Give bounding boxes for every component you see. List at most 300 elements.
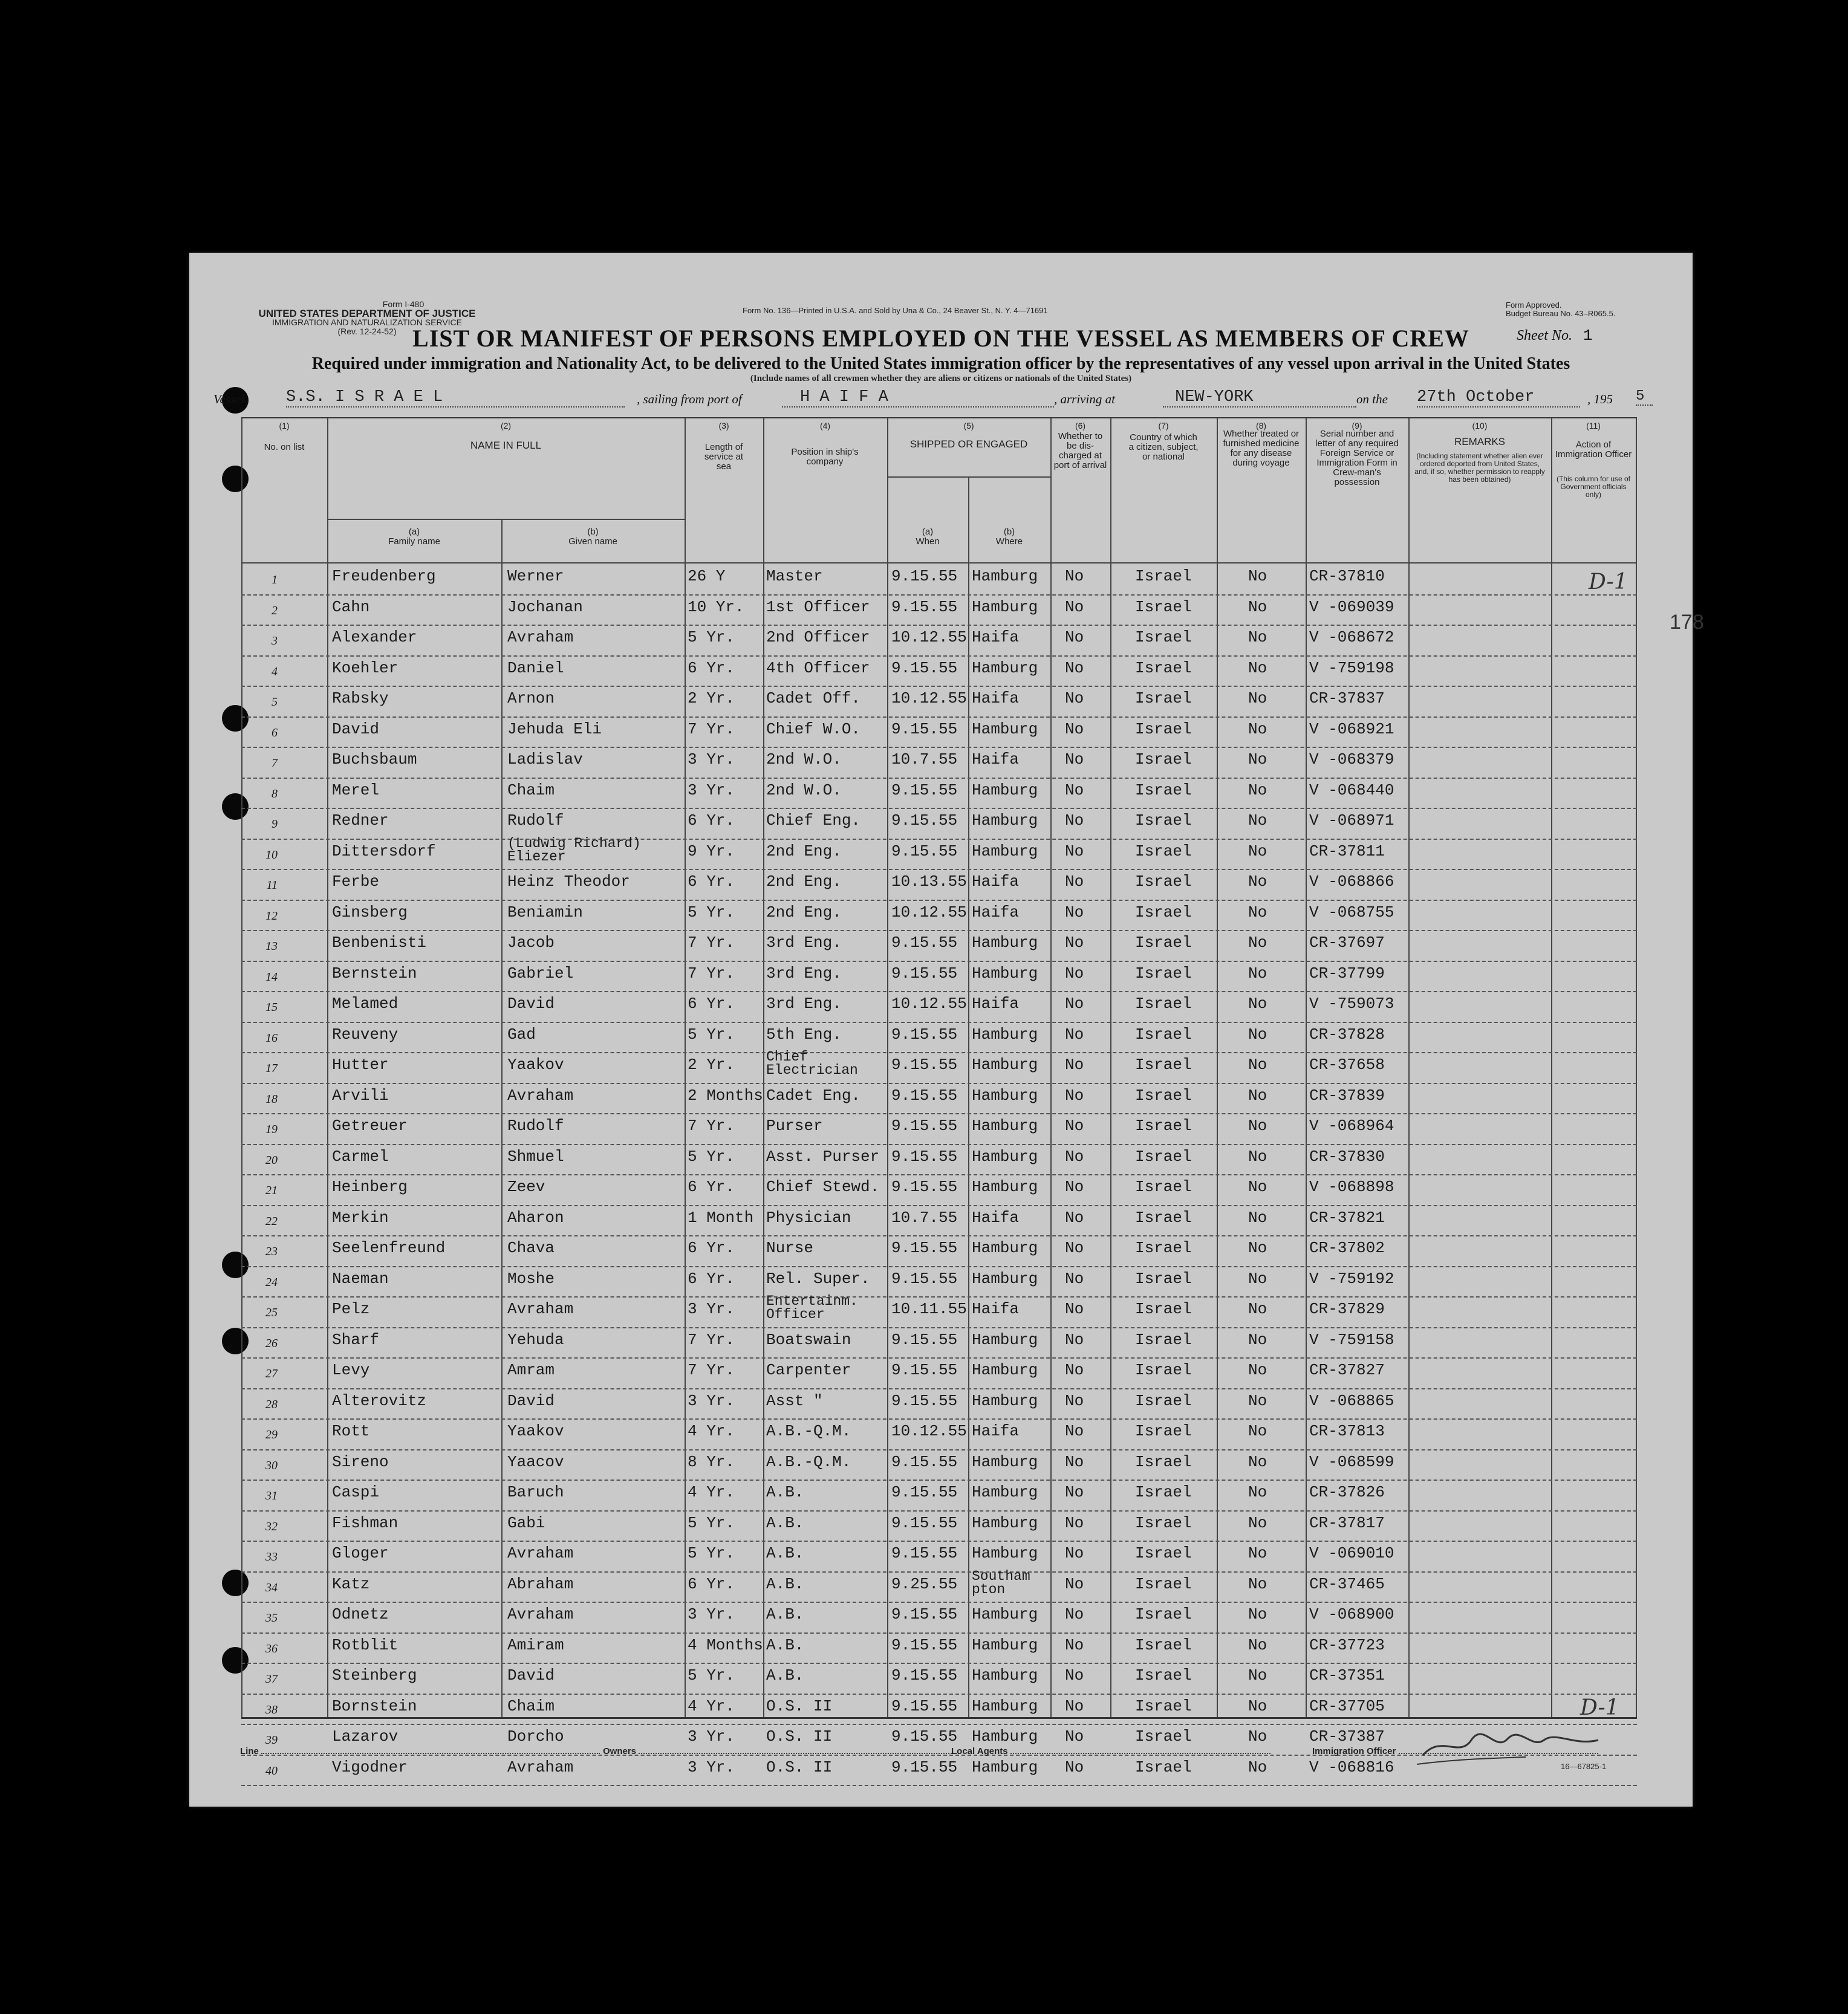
treated: No (1248, 1208, 1267, 1227)
crew-row (241, 808, 1637, 840)
country: Israel (1135, 964, 1192, 983)
shipped-when: 9.15.55 (891, 1330, 958, 1349)
given-name: Shmuel (507, 1147, 564, 1166)
serial-number: V -759198 (1309, 658, 1394, 677)
length-of-service: 4 Months (688, 1636, 763, 1654)
serial-number: CR-37827 (1309, 1361, 1385, 1379)
discharged: No (1065, 934, 1084, 952)
discharged: No (1065, 1208, 1084, 1227)
row-number: 39 (265, 1733, 278, 1747)
shipped-where: Hamburg (972, 781, 1038, 799)
col-2b-header: (b) Given name (568, 527, 617, 547)
discharged: No (1065, 1422, 1084, 1440)
shipped-where: Hamburg (972, 1117, 1038, 1135)
country: Israel (1135, 1178, 1192, 1196)
col-11-note: (This column for use of Government officials only) (1556, 475, 1631, 499)
row-number: 13 (265, 940, 278, 953)
shipped-when: 9.15.55 (891, 1605, 958, 1623)
position: A.B. (766, 1513, 804, 1532)
shipped-where: Hamburg (972, 1178, 1038, 1196)
length-of-service: 5 Yr. (688, 903, 735, 921)
owners-label: Owners (603, 1746, 637, 1756)
treated: No (1248, 1330, 1267, 1349)
treated: No (1248, 811, 1267, 830)
shipped-when: 9.15.55 (891, 1361, 958, 1379)
given-name: Zeev (507, 1178, 545, 1196)
shipped-when: 10.13.55 (891, 872, 967, 891)
row-number: 19 (265, 1123, 278, 1136)
position: Physician (766, 1208, 851, 1227)
row-number: 6 (272, 726, 278, 739)
given-name: Ladislav (507, 750, 583, 768)
discharged: No (1065, 1727, 1084, 1746)
shipped-when: 9.15.55 (891, 1117, 958, 1135)
family-name: Benbenisti (332, 934, 427, 952)
family-name: Alexander (332, 628, 417, 646)
given-name: Aharon (507, 1208, 564, 1227)
family-name: Odnetz (332, 1605, 389, 1623)
service: IMMIGRATION AND NATURALIZATION SERVICE (272, 317, 462, 327)
length-of-service: 3 Yr. (688, 1605, 735, 1623)
crew-row (241, 1571, 1637, 1603)
row-number: 28 (265, 1397, 278, 1411)
treated: No (1248, 1697, 1267, 1715)
sailing-port: H A I F A (782, 388, 1054, 408)
position: Carpenter (766, 1361, 851, 1379)
given-name: Gabriel (507, 964, 574, 983)
shipped-where: Hamburg (972, 1727, 1038, 1746)
given-name: David (507, 995, 555, 1013)
country: Israel (1135, 597, 1192, 616)
row-number: 17 (265, 1062, 278, 1075)
country: Israel (1135, 1544, 1192, 1562)
position: A.B. (766, 1636, 804, 1654)
serial-number: V -069010 (1309, 1544, 1394, 1562)
discharged: No (1065, 903, 1084, 921)
sheet-label: Sheet No. (1517, 328, 1572, 343)
discharged: No (1065, 1513, 1084, 1532)
row-number: 36 (265, 1642, 278, 1655)
serial-number: V -068599 (1309, 1452, 1394, 1471)
given-name: Avraham (507, 1605, 574, 1623)
country: Israel (1135, 628, 1192, 646)
discharged: No (1065, 750, 1084, 768)
serial-number: CR-37826 (1309, 1483, 1385, 1501)
serial-number: V -068898 (1309, 1178, 1394, 1196)
discharged: No (1065, 1178, 1084, 1196)
shipped-when: 9.15.55 (891, 720, 958, 738)
length-of-service: 9 Yr. (688, 842, 735, 860)
position: A.B. (766, 1483, 804, 1501)
serial-number: CR-37387 (1309, 1727, 1385, 1746)
discharged: No (1065, 1330, 1084, 1349)
row-number: 7 (272, 756, 278, 770)
on-label: on the (1356, 392, 1388, 406)
crew-row (241, 1357, 1637, 1389)
shipped-where: Hamburg (972, 1086, 1038, 1105)
row-number: 23 (265, 1245, 278, 1258)
given-name: Avraham (507, 1544, 574, 1562)
crew-row (241, 1022, 1637, 1054)
col-3-header: Length of service at sea (704, 442, 744, 472)
shipped-when: 9.15.55 (891, 567, 958, 585)
serial-number: CR-37658 (1309, 1056, 1385, 1074)
position: Cadet Off. (766, 689, 861, 707)
shipped-when: 9.15.55 (891, 1147, 958, 1166)
given-name: Jacob (507, 934, 555, 952)
shipped-where: Hamburg (972, 567, 1038, 585)
shipped-where: Hamburg (972, 964, 1038, 983)
length-of-service: 4 Yr. (688, 1483, 735, 1501)
family-name: Ferbe (332, 872, 380, 891)
shipped-where: Hamburg (972, 597, 1038, 616)
family-name: Reuveny (332, 1025, 399, 1044)
treated: No (1248, 1178, 1267, 1196)
shipped-when: 9.15.55 (891, 1636, 958, 1654)
department: UNITED STATES DEPARTMENT OF JUSTICE (258, 308, 476, 319)
col-6-header: Whether to be dis-charged at port of arrival (1053, 431, 1107, 470)
row-number: 21 (265, 1184, 278, 1197)
family-name: Carmel (332, 1147, 389, 1166)
vessel-name: S.S. I S R A E L (286, 388, 625, 408)
treated: No (1248, 567, 1267, 585)
printer-line: Form No. 136—Printed in U.S.A. and Sold by Una & Co., 24 Beaver St., N. Y. 4—71691 (743, 306, 1048, 315)
crew-row (241, 686, 1637, 718)
treated: No (1248, 1269, 1267, 1288)
treated: No (1248, 1574, 1267, 1593)
position: 3rd Eng. (766, 995, 842, 1013)
family-name: Levy (332, 1361, 370, 1379)
crew-row (241, 1510, 1637, 1542)
position: Rel. Super. (766, 1269, 870, 1288)
country: Israel (1135, 934, 1192, 952)
crew-row (241, 1449, 1637, 1481)
length-of-service: 6 Yr. (688, 1574, 735, 1593)
treated: No (1248, 781, 1267, 799)
treated: No (1248, 1544, 1267, 1562)
given-name: Werner (507, 567, 564, 585)
family-name: Arvili (332, 1086, 389, 1105)
shipped-when: 9.15.55 (891, 1178, 958, 1196)
discharged: No (1065, 1269, 1084, 1288)
given-name: Abraham (507, 1574, 574, 1593)
arriving-port: NEW-YORK (1163, 388, 1356, 408)
treated: No (1248, 872, 1267, 891)
page-title: LIST OR MANIFEST OF PERSONS EMPLOYED ON THE VESSEL AS MEMBERS OF CREW (412, 325, 1469, 352)
treated: No (1248, 628, 1267, 646)
position: Chief Eng. (766, 811, 861, 830)
row-number: 20 (265, 1153, 278, 1167)
length-of-service: 6 Yr. (688, 1178, 735, 1196)
treated: No (1248, 1483, 1267, 1501)
discharged: No (1065, 842, 1084, 860)
length-of-service: 1 Month (688, 1208, 754, 1227)
serial-number: CR-37821 (1309, 1208, 1385, 1227)
position: O.S. II (766, 1758, 833, 1776)
row-number: 31 (265, 1489, 278, 1502)
row-number: 16 (265, 1031, 278, 1045)
treated: No (1248, 842, 1267, 860)
country: Israel (1135, 1513, 1192, 1532)
discharged: No (1065, 1697, 1084, 1715)
country: Israel (1135, 1025, 1192, 1044)
action-note-top: D-1 (1589, 570, 1628, 594)
crew-row (241, 869, 1637, 901)
shipped-where: Hamburg (972, 1025, 1038, 1044)
row-number: 15 (265, 1001, 278, 1014)
row-number: 27 (265, 1367, 278, 1380)
treated: No (1248, 1513, 1267, 1532)
country: Israel (1135, 1666, 1192, 1684)
col-11-header: Action of Immigration Officer (1555, 440, 1632, 460)
serial-number: CR-37830 (1309, 1147, 1385, 1166)
row-number: 5 (272, 695, 278, 709)
shipped-where: Hamburg (972, 720, 1038, 738)
arrival-date: 27th October (1417, 388, 1580, 408)
serial-number: CR-37839 (1309, 1086, 1385, 1105)
given-name: Yaacov (507, 1452, 564, 1471)
shipped-when: 9.15.55 (891, 1666, 958, 1684)
serial-number: CR-37799 (1309, 964, 1385, 983)
given-name: Beniamin (507, 903, 583, 921)
length-of-service: 7 Yr. (688, 1117, 735, 1135)
page-number: 178 (1670, 611, 1704, 634)
position: A.B. (766, 1605, 804, 1623)
treated: No (1248, 1239, 1267, 1257)
crew-row (241, 1541, 1637, 1573)
length-of-service: 2 Months (688, 1086, 763, 1105)
row-number: 8 (272, 787, 278, 801)
shipped-when: 9.15.55 (891, 1758, 958, 1776)
col-2-header: NAME IN FULL (470, 440, 542, 451)
length-of-service: 26 Y (688, 567, 726, 585)
shipped-when: 9.15.55 (891, 934, 958, 952)
given-name: Rudolf (507, 811, 564, 830)
discharged: No (1065, 720, 1084, 738)
country: Israel (1135, 842, 1192, 860)
family-name: Hutter (332, 1056, 389, 1074)
row-number: 25 (265, 1306, 278, 1319)
shipped-when: 9.15.55 (891, 842, 958, 860)
treated: No (1248, 597, 1267, 616)
position: 2nd Eng. (766, 872, 842, 891)
shipped-where: Haifa (972, 872, 1020, 891)
serial-number: CR-37811 (1309, 842, 1385, 860)
position: 1st Officer (766, 597, 870, 616)
vessel-label: Vessel (213, 392, 245, 406)
treated: No (1248, 1727, 1267, 1746)
country: Israel (1135, 1361, 1192, 1379)
shipped-where: Hamburg (972, 1056, 1038, 1074)
discharged: No (1065, 964, 1084, 983)
length-of-service: 5 Yr. (688, 1666, 735, 1684)
treated: No (1248, 934, 1267, 952)
family-name: Rotblit (332, 1636, 399, 1654)
treated: No (1248, 1025, 1267, 1044)
year-digit: 5 (1636, 388, 1653, 406)
manifest-sheet (189, 253, 1704, 1807)
length-of-service: 6 Yr. (688, 811, 735, 830)
length-of-service: 6 Yr. (688, 658, 735, 677)
position: Entertainm. Officer (766, 1294, 858, 1321)
family-name: Gloger (332, 1544, 389, 1562)
discharged: No (1065, 1544, 1084, 1562)
shipped-when: 10.12.55 (891, 903, 967, 921)
col-6-number: (6) (1075, 421, 1086, 430)
serial-number: CR-37828 (1309, 1025, 1385, 1044)
length-of-service: 3 Yr. (688, 781, 735, 799)
shipped-when: 9.15.55 (891, 1483, 958, 1501)
shipped-where: Hamburg (972, 1361, 1038, 1379)
officer-label: Immigration Officer (1312, 1746, 1396, 1756)
given-name: Amram (507, 1361, 555, 1379)
given-name: Avraham (507, 628, 574, 646)
country: Israel (1135, 811, 1192, 830)
length-of-service: 3 Yr. (688, 1727, 735, 1746)
shipped-where: Haifa (972, 903, 1020, 921)
length-of-service: 8 Yr. (688, 1452, 735, 1471)
col-10-note: (Including statement whether alien ever ordered deported from United States, and, if so, whether permission to reapply has been obtained) (1414, 452, 1545, 484)
length-of-service: 5 Yr. (688, 1147, 735, 1166)
position: Chief Stewd. (766, 1178, 880, 1196)
crew-row (241, 836, 1637, 871)
row-number: 33 (265, 1550, 278, 1564)
col-9-number: (9) (1352, 421, 1362, 430)
treated: No (1248, 1452, 1267, 1471)
discharged: No (1065, 1758, 1084, 1776)
position: 5th Eng. (766, 1025, 842, 1044)
form-number: 16—67825-1 (1561, 1762, 1607, 1771)
row-number: 26 (265, 1336, 278, 1350)
family-name: Getreuer (332, 1117, 408, 1135)
given-name: Jochanan (507, 597, 583, 616)
position: 3rd Eng. (766, 964, 842, 983)
position: Chief Electrician (766, 1050, 858, 1077)
shipped-where: Southam pton (972, 1569, 1030, 1596)
position: 4th Officer (766, 658, 870, 677)
crew-row (241, 1694, 1637, 1726)
country: Israel (1135, 1239, 1192, 1257)
shipped-when: 9.15.55 (891, 1086, 958, 1105)
shipped-when: 9.15.55 (891, 1697, 958, 1715)
shipped-when: 9.15.55 (891, 1056, 958, 1074)
shipped-where: Haifa (972, 628, 1020, 646)
col-11-number: (11) (1586, 421, 1601, 430)
country: Israel (1135, 1330, 1192, 1349)
country: Israel (1135, 1056, 1192, 1074)
position: Chief W.O. (766, 720, 861, 738)
family-name: Heinberg (332, 1178, 408, 1196)
serial-number: V -068755 (1309, 903, 1394, 921)
agents-label: Local Agents (951, 1746, 1008, 1756)
form-approval (1506, 301, 1615, 318)
position: 3rd Eng. (766, 934, 842, 952)
row-number: 34 (265, 1580, 278, 1594)
discharged: No (1065, 811, 1084, 830)
given-name: Avraham (507, 1086, 574, 1105)
discharged: No (1065, 1391, 1084, 1410)
length-of-service: 4 Yr. (688, 1422, 735, 1440)
shipped-where: Hamburg (972, 1391, 1038, 1410)
discharged: No (1065, 1605, 1084, 1623)
country: Israel (1135, 903, 1192, 921)
shipped-when: 9.15.55 (891, 1239, 958, 1257)
voyage-line (213, 385, 1701, 414)
treated: No (1248, 689, 1267, 707)
given-name: Chava (507, 1239, 555, 1257)
family-name: Fishman (332, 1513, 399, 1532)
action-note-bottom: D-1 (1580, 1695, 1619, 1720)
crew-row (241, 1174, 1637, 1206)
length-of-service: 7 Yr. (688, 934, 735, 952)
family-name: Lazarov (332, 1727, 399, 1746)
treated: No (1248, 964, 1267, 983)
shipped-where: Hamburg (972, 658, 1038, 677)
row-number: 12 (265, 909, 278, 923)
shipped-when: 10.7.55 (891, 750, 958, 768)
length-of-service: 6 Yr. (688, 995, 735, 1013)
discharged: No (1065, 872, 1084, 891)
discharged: No (1065, 1025, 1084, 1044)
row-number: 22 (265, 1214, 278, 1228)
family-name: Sireno (332, 1452, 389, 1471)
length-of-service: 3 Yr. (688, 1300, 735, 1318)
family-name: Vigodner (332, 1758, 408, 1776)
crew-row (241, 1602, 1637, 1634)
length-of-service: 7 Yr. (688, 1330, 735, 1349)
position: Asst " (766, 1391, 823, 1410)
crew-row (241, 991, 1637, 1023)
given-name: David (507, 1391, 555, 1410)
country: Israel (1135, 750, 1192, 768)
discharged: No (1065, 689, 1084, 707)
line-label: Line (240, 1746, 259, 1756)
shipped-where: Haifa (972, 689, 1020, 707)
footer-agents (951, 1746, 1270, 1756)
serial-number: V -068866 (1309, 872, 1394, 891)
serial-number: CR-37723 (1309, 1636, 1385, 1654)
col-4-number: (4) (819, 421, 831, 430)
country: Israel (1135, 1697, 1192, 1715)
shipped-where: Haifa (972, 1300, 1020, 1318)
discharged: No (1065, 1574, 1084, 1593)
shipped-when: 9.15.55 (891, 811, 958, 830)
crew-row (241, 1205, 1637, 1237)
shipped-when: 9.15.55 (891, 658, 958, 677)
col-3-number: (3) (718, 421, 729, 430)
family-name: Naeman (332, 1269, 389, 1288)
given-name: Moshe (507, 1269, 555, 1288)
serial-number: CR-37810 (1309, 567, 1385, 585)
shipped-where: Hamburg (972, 1483, 1038, 1501)
crew-row (241, 716, 1637, 749)
country: Israel (1135, 1269, 1192, 1288)
serial-number: V -068865 (1309, 1391, 1394, 1410)
position: 2nd W.O. (766, 750, 842, 768)
country: Israel (1135, 1117, 1192, 1135)
family-name: Sharf (332, 1330, 380, 1349)
col-4-header: Position in ship's company (791, 447, 859, 467)
footer-owners (603, 1746, 959, 1756)
discharged: No (1065, 1086, 1084, 1105)
col-10-header: REMARKS (1454, 436, 1506, 447)
discharged: No (1065, 1147, 1084, 1166)
position: Master (766, 567, 823, 585)
crew-row (241, 1663, 1637, 1695)
discharged: No (1065, 628, 1084, 646)
position: A.B.-Q.M. (766, 1452, 851, 1471)
shipped-where: Hamburg (972, 1544, 1038, 1562)
